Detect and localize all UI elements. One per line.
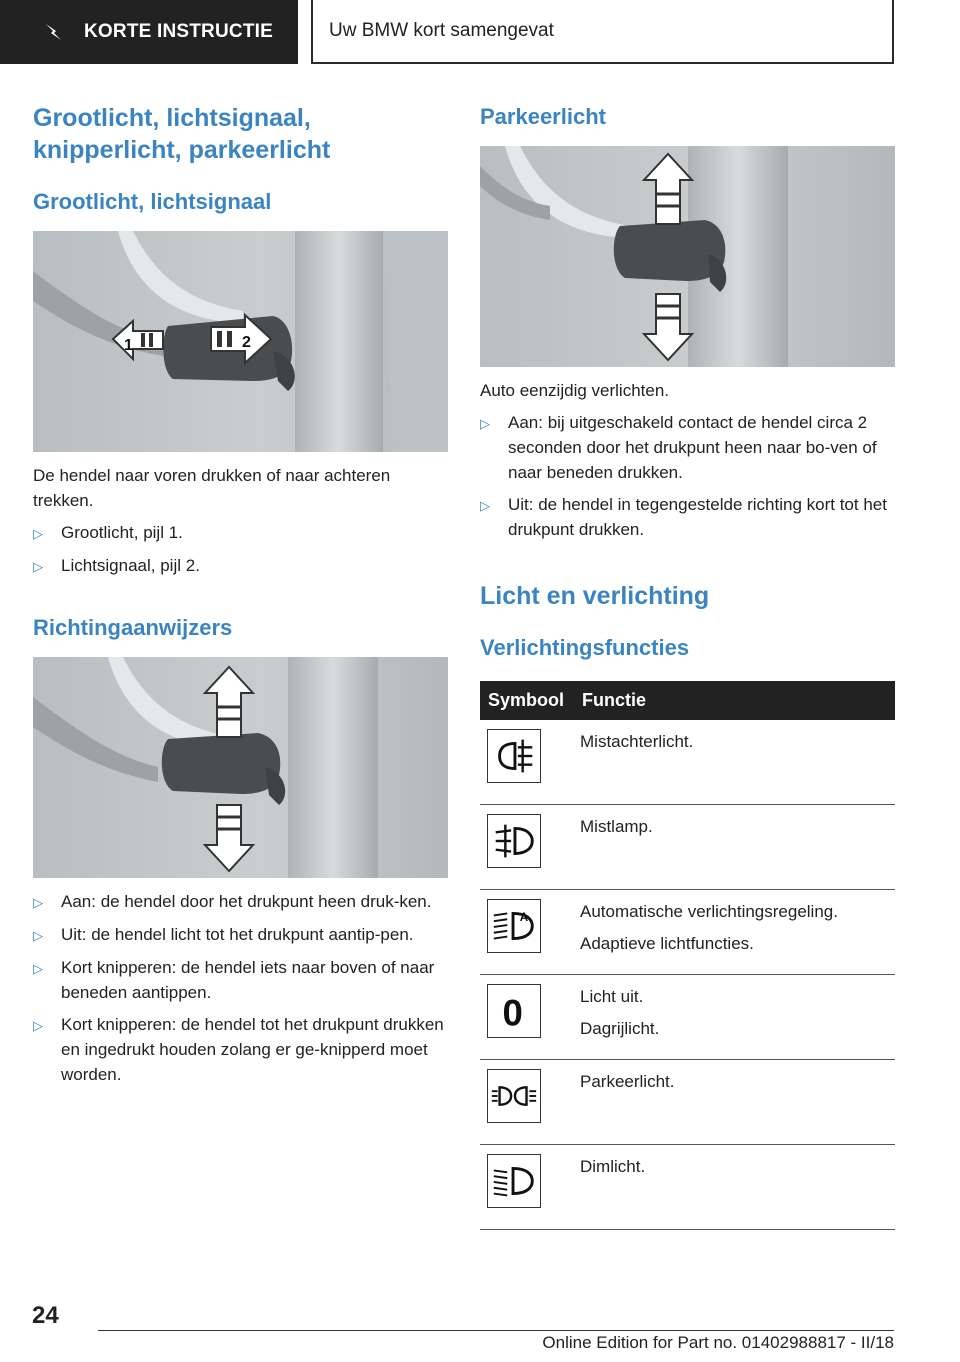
table-row (480, 1145, 895, 1230)
left-column (33, 102, 448, 166)
functions-table-wrap (480, 681, 895, 1230)
verlichting-section (480, 634, 895, 662)
table-row (480, 805, 895, 890)
richting-list (33, 889, 448, 1087)
lightning-icon (42, 21, 64, 43)
parkeer-text (480, 378, 895, 542)
function-text: Mistlamp. (580, 817, 653, 836)
bullet-triangle-icon: ▷ (480, 498, 490, 513)
list-item: ▷ Kort knipperen: de hendel iets naar boven of naar beneden aantippen. (33, 955, 448, 1005)
verlichting-heading: Verlichtingsfuncties (480, 635, 690, 660)
bullet-triangle-icon: ▷ (33, 961, 43, 976)
grootlicht-heading: Grootlicht, lichtsignaal (33, 189, 272, 214)
page-title: Grootlicht, lichtsignaal, knipperlicht, parkeerlicht (33, 104, 331, 164)
column-header-symbol: Symbool (480, 681, 580, 720)
footer-edition: Online Edition for Part no. 01402988817 - II/18 (542, 1333, 894, 1352)
bullet-triangle-icon: ▷ (33, 526, 43, 541)
bullet-triangle-icon: ▷ (33, 928, 43, 943)
list-item: ▷ Aan: bij uitgeschakeld contact de hendel circa 2 seconden door het drukpunt heen naar bo-ven of naar beneden drukken. (480, 410, 895, 485)
list-item: ▷ Kort knipperen: de hendel tot het drukpunt drukken en ingedrukt houden zolang er ge-knipperd moet worden. (33, 1012, 448, 1087)
richting-section (33, 614, 448, 642)
licht-section (480, 580, 895, 612)
light-off-icon (487, 984, 541, 1038)
table-row (480, 1060, 895, 1145)
chapter-tab[interactable] (311, 0, 894, 64)
page-number: 24 (32, 1302, 59, 1329)
function-text: Parkeerlicht. (580, 1072, 675, 1091)
footer-divider (98, 1330, 894, 1331)
grootlicht-section (33, 188, 448, 216)
automatic-headlight-icon (487, 899, 541, 953)
low-beam-icon (487, 1154, 541, 1208)
grootlicht-text (33, 463, 448, 579)
stalk-photo-grootlicht (33, 231, 448, 452)
table-header-row (480, 681, 895, 720)
stalk-photo-parkeer (480, 146, 895, 367)
function-text: Dagrijlicht. (580, 1019, 660, 1038)
parkeer-section (480, 103, 895, 131)
list-item: ▷ Uit: de hendel in tegengestelde richting kort tot het drukpunt drukken. (480, 492, 895, 542)
bullet-triangle-icon: ▷ (480, 416, 490, 431)
function-text: Licht uit. (580, 987, 644, 1006)
svg-text:0: 0 (502, 992, 523, 1034)
list-item: ▷ Aan: de hendel door het drukpunt heen druk-ken. (33, 889, 448, 915)
list-item: ▷ Lichtsignaal, pijl 2. (33, 553, 448, 579)
arrow-2-label: 2 (242, 334, 251, 351)
table-row (480, 975, 895, 1060)
bullet-triangle-icon: ▷ (33, 1018, 43, 1033)
function-text: Adaptieve lichtfuncties. (580, 934, 754, 953)
fog-lamp-icon (487, 814, 541, 868)
parkeer-body: Auto eenzijdig verlichten. (480, 381, 670, 400)
chapter-label: Uw BMW kort samengevat (329, 20, 554, 41)
rear-fog-light-icon (487, 729, 541, 783)
grootlicht-body: De hendel naar voren drukken of naar achteren trekken. (33, 466, 391, 510)
functions-table (480, 681, 895, 1230)
parking-light-icon (487, 1069, 541, 1123)
table-row (480, 720, 895, 805)
column-header-function: Functie (580, 681, 895, 720)
section-tab[interactable] (0, 0, 298, 64)
bullet-triangle-icon: ▷ (33, 895, 43, 910)
svg-text:A: A (519, 912, 529, 925)
parkeer-heading: Parkeerlicht (480, 104, 606, 129)
stalk-photo-richting (33, 657, 448, 878)
licht-title: Licht en verlichting (480, 582, 710, 610)
richting-heading: Richtingaanwijzers (33, 615, 233, 640)
function-text: Automatische verlichtingsregeling. (580, 902, 838, 921)
function-text: Dimlicht. (580, 1157, 646, 1176)
table-row (480, 890, 895, 975)
function-text: Mistachterlicht. (580, 732, 694, 751)
section-label: KORTE INSTRUCTIE (84, 21, 273, 42)
list-item: ▷ Grootlicht, pijl 1. (33, 520, 448, 546)
bullet-triangle-icon: ▷ (33, 559, 43, 574)
list-item: ▷ Uit: de hendel licht tot het drukpunt aantip-pen. (33, 922, 448, 948)
arrow-1-label: 1 (124, 337, 133, 354)
